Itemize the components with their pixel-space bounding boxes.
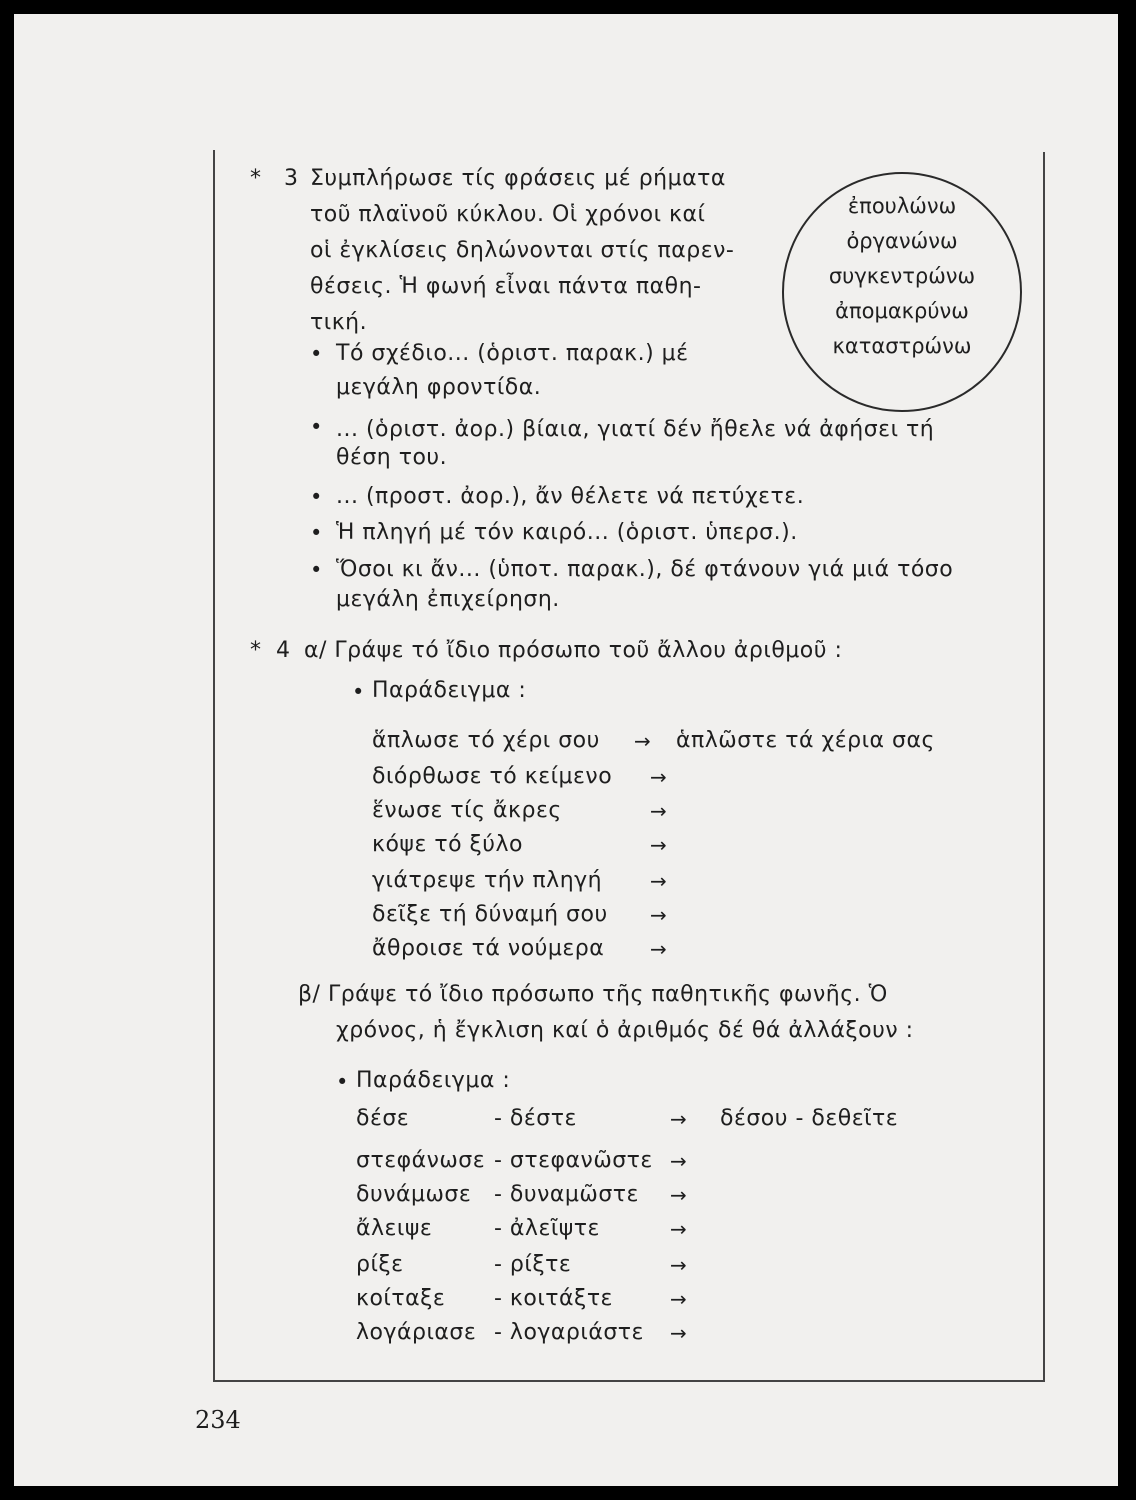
bullet: •	[310, 521, 323, 545]
ex4b-singular: κοίταξε	[356, 1286, 446, 1311]
ex3-item: ... (ὁριστ. ἀορ.) βίαια, γιατί δέν ἤθελε νά ἀφήσει τή	[336, 417, 935, 442]
ex4b-plural: - λογαριάστε	[494, 1320, 644, 1345]
ex4b-plural: - κοιτάξτε	[494, 1286, 613, 1311]
ex3-intro-line: τική.	[310, 310, 368, 335]
ex4a-heading: α/ Γράψε τό ἴδιο πρόσωπο τοῦ ἄλλου ἀριθμοῦ :	[304, 638, 843, 663]
ex4b-singular: ρίξε	[356, 1252, 404, 1277]
arrow-icon: →	[670, 1287, 687, 1311]
ex3-intro-line: θέσεις. Ἡ φωνή εἶναι πάντα παθη-	[310, 274, 702, 299]
frame-left-rule	[213, 150, 215, 1381]
arrow-icon: →	[670, 1253, 687, 1277]
arrow-icon: →	[650, 937, 667, 961]
arrow-icon: →	[650, 869, 667, 893]
ex4a-example-answer: ἁπλῶστε τά χέρια σας	[676, 728, 935, 753]
ex4b-plural: - στεφανῶστε	[494, 1148, 653, 1173]
ex4-star: *	[250, 638, 262, 663]
ex4a-row: ἅπλωσε τό χέρι σου	[372, 728, 600, 753]
ex4b-singular: λογάριασε	[356, 1320, 477, 1345]
ex3-intro-line: Συμπλήρωσε τίς φράσεις μέ ρήματα	[310, 166, 726, 191]
ex4b-example-answer: δέσου - δεθεῖτε	[720, 1106, 899, 1131]
arrow-icon: →	[650, 799, 667, 823]
arrow-icon: →	[670, 1107, 687, 1131]
arrow-icon: →	[650, 765, 667, 789]
ex4b-singular: ἄλειψε	[356, 1216, 433, 1241]
circle-word: συγκεντρώνω	[828, 264, 976, 288]
arrow-icon: →	[650, 833, 667, 857]
ex4a-row: γιάτρεψε τήν πληγή	[372, 868, 603, 893]
bullet: •	[310, 342, 323, 366]
ex4b-singular: δυνάμωσε	[356, 1182, 472, 1207]
ex3-star: *	[250, 166, 262, 191]
bullet: •	[310, 558, 323, 582]
ex4b-plural: - ἀλεῖψτε	[494, 1216, 600, 1241]
ex3-item: θέση του.	[336, 445, 448, 470]
ex3-item: ... (προστ. ἀορ.), ἄν θέλετε νά πετύχετε.	[336, 484, 805, 509]
bullet: •	[310, 415, 323, 439]
arrow-icon: →	[650, 903, 667, 927]
bullet: •	[352, 680, 365, 704]
circle-word: καταστρώνω	[832, 334, 972, 358]
ex3-number: 3	[284, 166, 299, 191]
frame-bottom-rule	[213, 1380, 1045, 1382]
ex4b-plural: - δυναμῶστε	[494, 1182, 639, 1207]
arrow-icon: →	[670, 1149, 687, 1173]
frame-right-rule	[1043, 152, 1045, 1381]
page-number: 234	[195, 1406, 241, 1434]
circle-word: ἐπουλώνω	[847, 194, 957, 218]
bullet: •	[310, 485, 323, 509]
ex4b-heading: χρόνος, ἡ ἔγκλιση καί ὁ ἀριθμός δέ θά ἀλλάξουν :	[336, 1018, 914, 1043]
arrow-icon: →	[670, 1183, 687, 1207]
ex4b-plural: - ρίξτε	[494, 1252, 572, 1277]
textbook-page	[14, 14, 1118, 1486]
ex4b-heading: β/ Γράψε τό ἴδιο πρόσωπο τῆς παθητικῆς φωνῆς. Ὁ	[298, 982, 888, 1007]
ex3-item: μεγάλη φροντίδα.	[336, 375, 542, 400]
ex3-intro-line: τοῦ πλαϊνοῦ κύκλου. Οἱ χρόνοι καί	[310, 202, 706, 227]
ex3-intro-line: οἱ ἐγκλίσεις δηλώνονται στίς παρεν-	[310, 238, 735, 263]
circle-word: ἀπομακρύνω	[835, 299, 969, 323]
ex4b-singular: δέσε	[356, 1106, 410, 1131]
ex3-item: Τό σχέδιο... (ὁριστ. παρακ.) μέ	[336, 341, 689, 366]
example-label: Παράδειγμα :	[372, 678, 527, 703]
ex3-item: μεγάλη ἐπιχείρηση.	[336, 587, 560, 612]
ex4a-row: δεῖξε τή δύναμή σου	[372, 902, 608, 927]
ex4a-row: διόρθωσε τό κείμενο	[372, 764, 613, 789]
ex4b-plural: - δέστε	[494, 1106, 577, 1131]
circle-word: ὀργανώνω	[846, 229, 958, 253]
example-label: Παράδειγμα :	[356, 1068, 511, 1093]
ex3-item: Ἡ πληγή μέ τόν καιρό... (ὁριστ. ὑπερσ.).	[336, 520, 798, 545]
ex4a-row: κόψε τό ξύλο	[372, 832, 523, 857]
arrow-icon: →	[634, 729, 651, 753]
ex4b-singular: στεφάνωσε	[356, 1148, 486, 1173]
arrow-icon: →	[670, 1217, 687, 1241]
ex4a-row: ἕνωσε τίς ἄκρες	[372, 798, 562, 823]
ex3-item: Ὅσοι κι ἄν... (ὑποτ. παρακ.), δέ φτάνουν γιά μιά τόσο	[336, 557, 954, 582]
bullet: •	[336, 1070, 349, 1094]
arrow-icon: →	[670, 1321, 687, 1345]
ex4-number: 4	[276, 638, 291, 663]
ex4a-row: ἄθροισε τά νούμερα	[372, 936, 605, 961]
